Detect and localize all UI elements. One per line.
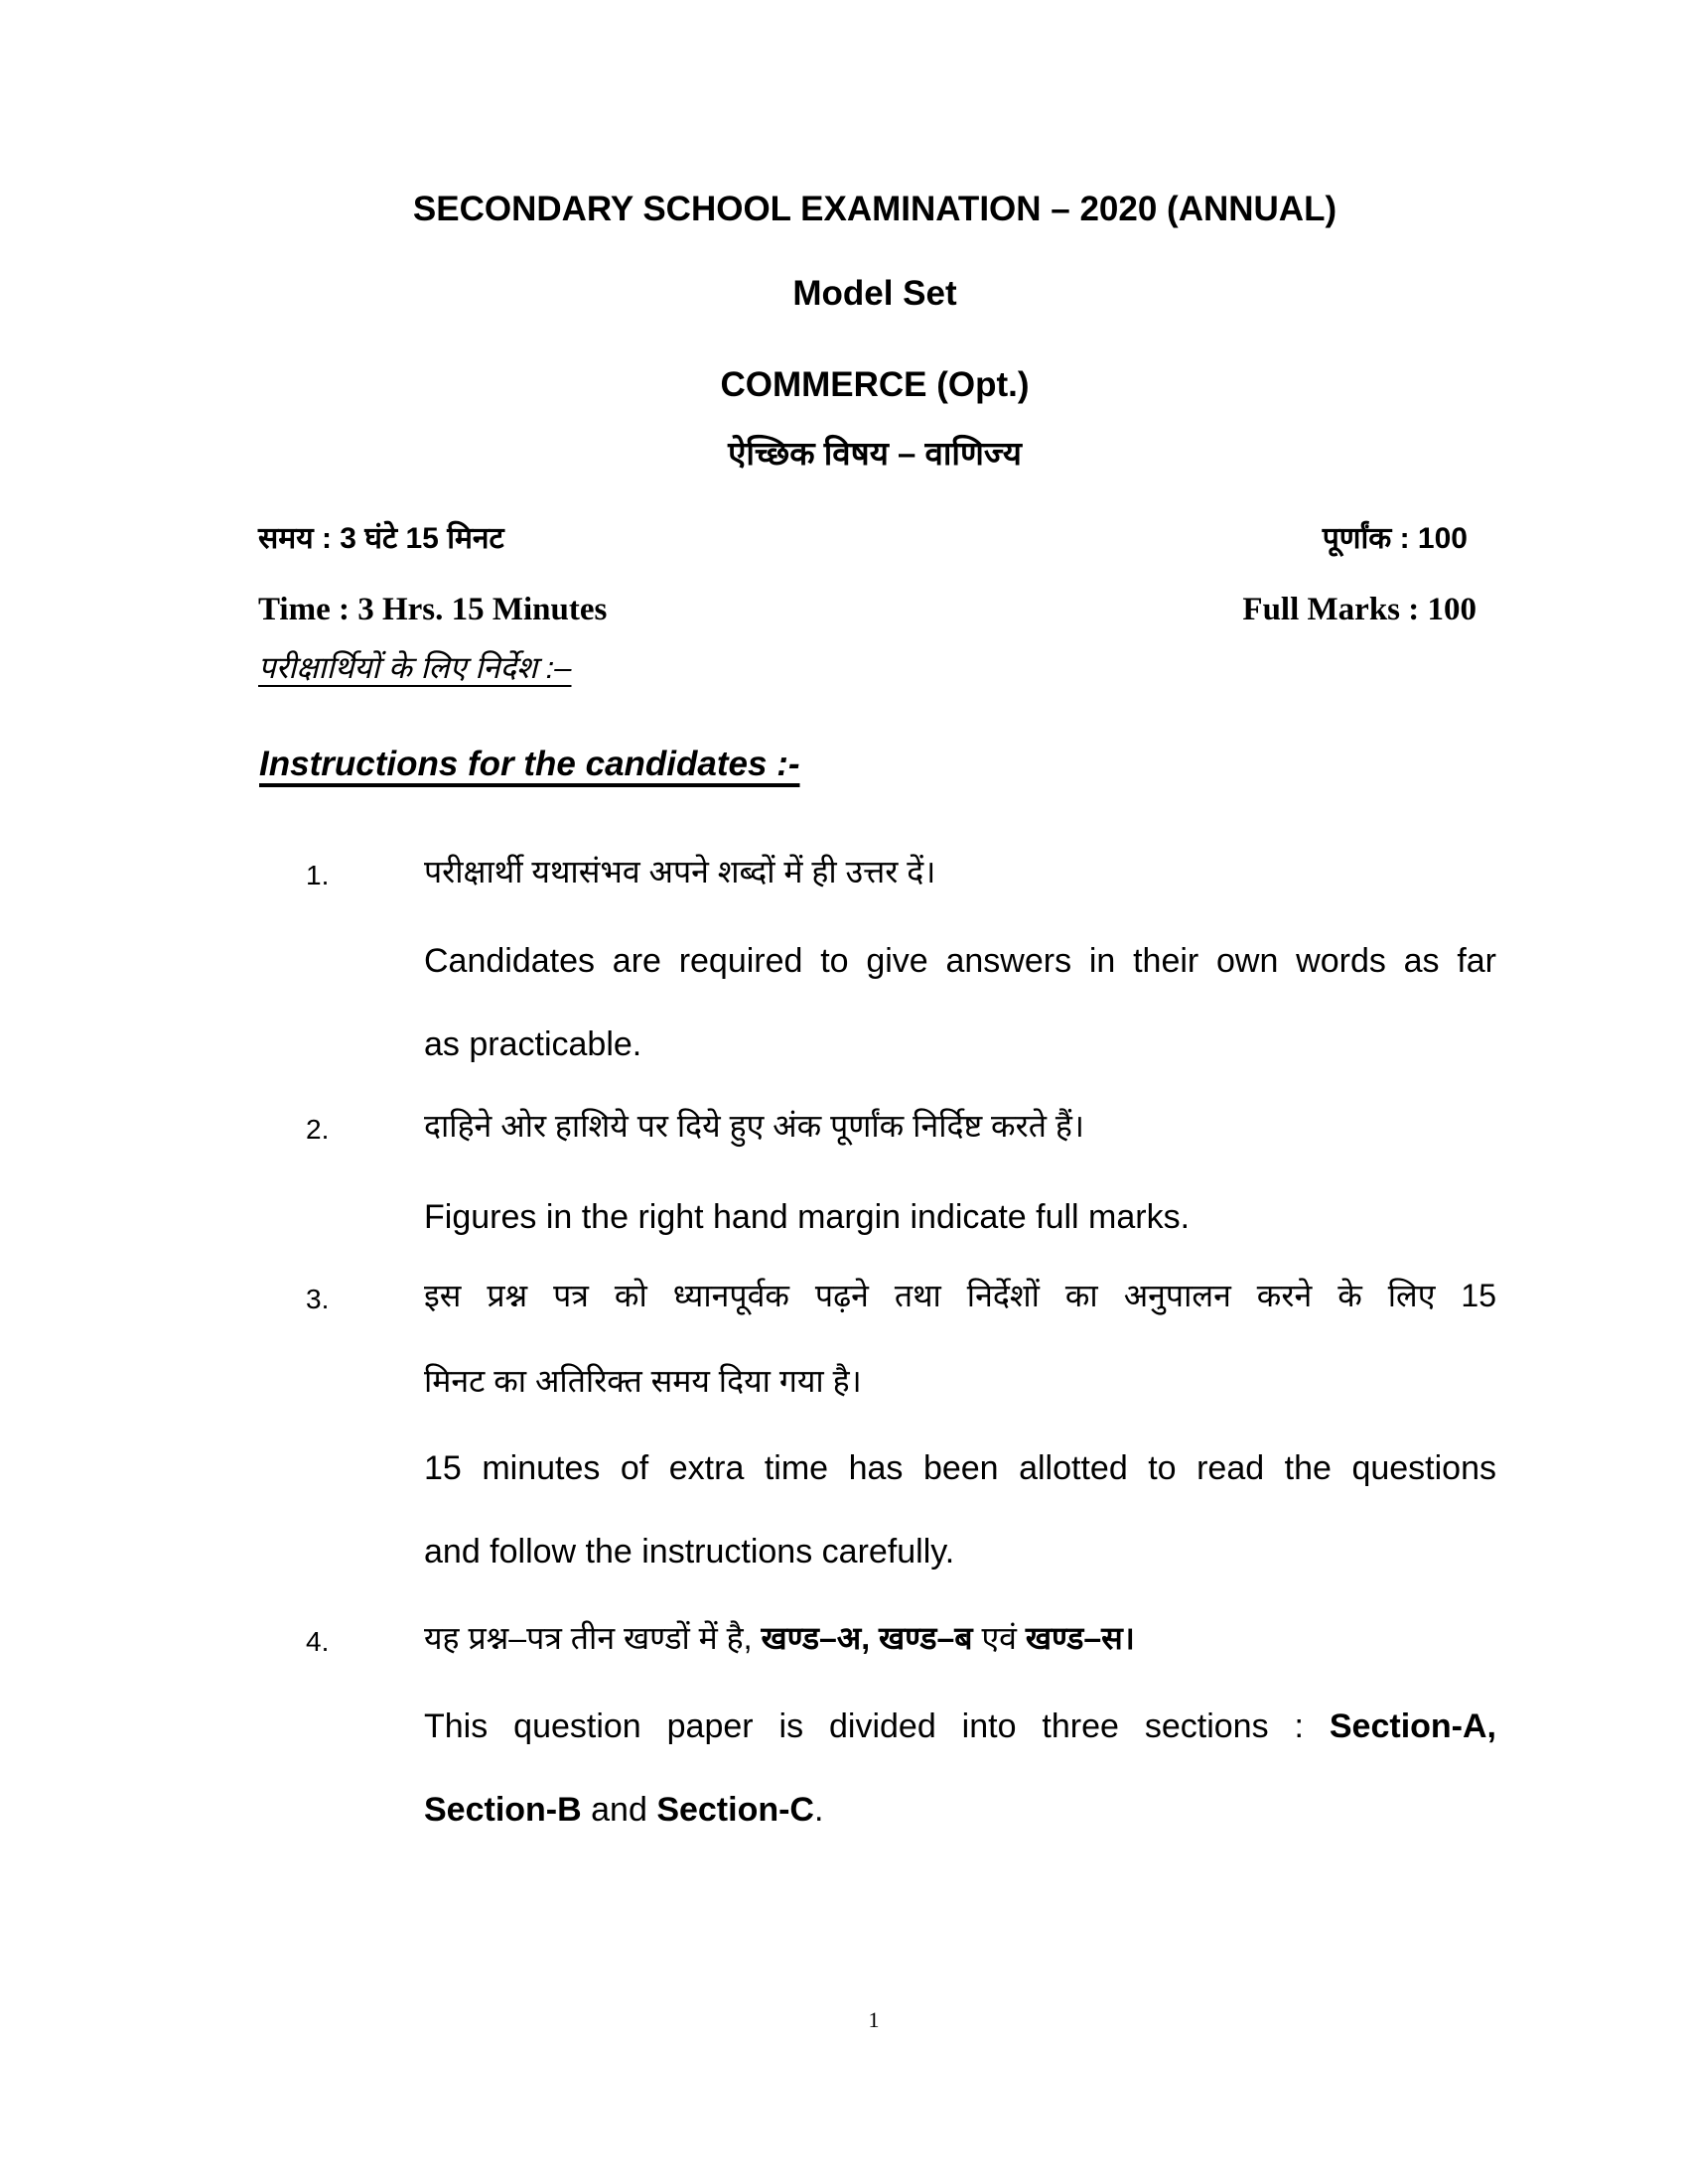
section-a-label: Section-A, (1329, 1707, 1496, 1745)
item-text-english-cont: as practicable. (424, 1025, 642, 1063)
item-text-english-cont (424, 1793, 1496, 1827)
item-text-english (424, 1709, 1496, 1743)
time-english: Time : 3 Hrs. 15 Minutes (258, 592, 608, 627)
item-text-english-cont: and follow the instructions carefully. (424, 1533, 955, 1570)
instructions-heading-hindi: परीक्षार्थियों के लिए निर्देश :– (258, 650, 572, 685)
item-number: 4. (306, 1626, 330, 1657)
item-text-english-plain: This question paper is divided into three sections : (424, 1707, 1330, 1745)
item-text-hindi-plain: यह प्रश्न–पत्र तीन खण्डों में है, (424, 1620, 762, 1656)
section-c-hindi: खण्ड–स। (1025, 1620, 1135, 1656)
item-text-period: . (814, 1791, 824, 1829)
item-text-hindi: दाहिने ओर हाशिये पर दिये हुए अंक पूर्णांक निर्दिष्ट करते हैं। (424, 1108, 1084, 1144)
item-number: 3. (306, 1284, 330, 1314)
full-marks-english: Full Marks : 100 (1242, 592, 1477, 627)
set-label: Model Set (792, 274, 957, 313)
section-b-label: Section-B (424, 1791, 582, 1829)
item-text-and: and (581, 1791, 657, 1829)
item-text-hindi: इस प्रश्न पत्र को ध्यानपूर्वक पढ़ने तथा निर्देशों का अनुपालन करने के लिए 15 (424, 1278, 1496, 1313)
item-text-english: 15 minutes of extra time has been allotted to read the questions (424, 1449, 1496, 1487)
subject-title-hi: ऐच्छिक विषय – वाणिज्य (728, 435, 1022, 472)
exam-title: SECONDARY SCHOOL EXAMINATION – 2020 (ANNUAL) (412, 190, 1337, 228)
instructions-heading-english: Instructions for the candidates :- (259, 745, 800, 783)
item-number: 2. (306, 1114, 330, 1145)
item-text-english: Candidates are required to give answers in their own words as far (424, 942, 1496, 980)
item-text-hindi-mid: एवं (972, 1620, 1026, 1656)
time-hindi: समय : 3 घंटे 15 मिनट (258, 522, 504, 555)
item-text-hindi: परीक्षार्थी यथासंभव अपने शब्दों में ही उत्तर दें। (424, 854, 936, 889)
item-text-hindi (424, 1622, 1496, 1654)
section-c-label: Section-C (656, 1791, 814, 1829)
page-number: 1 (868, 2007, 880, 2032)
item-text-hindi-cont: मिनट का अतिरिक्त समय दिया गया है। (424, 1363, 862, 1399)
subject-title-en: COMMERCE (Opt.) (720, 365, 1030, 404)
item-number: 1. (306, 860, 330, 890)
full-marks-hindi: पूर्णांक : 100 (1322, 522, 1468, 555)
item-text-english: Figures in the right hand margin indicate full marks. (424, 1198, 1191, 1236)
section-a-b-hindi: खण्ड–अ, खण्ड–ब (761, 1620, 973, 1656)
